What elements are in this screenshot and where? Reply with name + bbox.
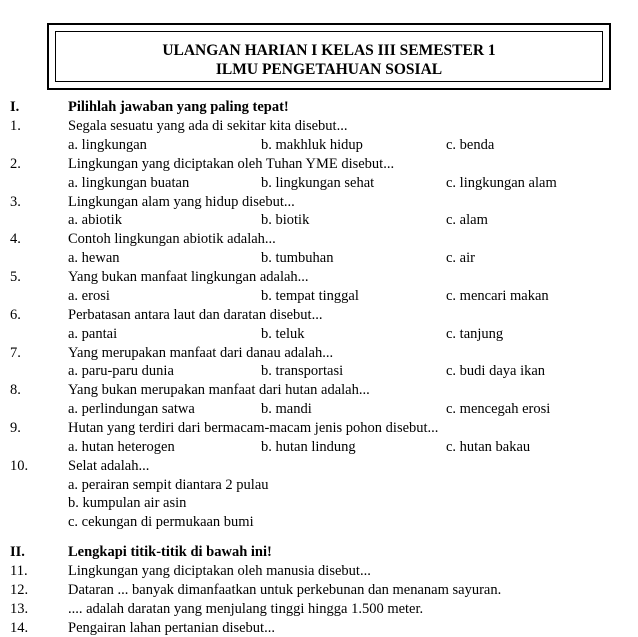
question-text: .... adalah daratan yang menjulang tinggi hingga 1.500 meter. xyxy=(68,601,424,617)
section2-number: II. xyxy=(10,544,25,560)
option-c: c. air xyxy=(446,250,475,266)
question-text: Yang bukan merupakan manfaat dari hutan adalah... xyxy=(68,382,370,398)
title-inner-frame xyxy=(55,31,603,82)
option-a: a. perairan sempit diantara 2 pulau xyxy=(68,477,269,493)
option-c: c. mencegah erosi xyxy=(446,401,551,417)
question-text: Segala sesuatu yang ada di sekitar kita disebut... xyxy=(68,118,348,134)
option-c: c. budi daya ikan xyxy=(446,363,546,379)
question-text: Yang merupakan manfaat dari danau adalah... xyxy=(68,345,334,361)
option-b: b. transportasi xyxy=(261,363,344,379)
option-a: a. lingkungan xyxy=(68,137,147,153)
option-a: a. hewan xyxy=(68,250,120,266)
section2-title: Lengkapi titik-titik di bawah ini! xyxy=(68,544,272,560)
option-b: b. lingkungan sehat xyxy=(261,175,375,191)
option-a: a. abiotik xyxy=(68,212,122,228)
option-a: a. erosi xyxy=(68,288,110,304)
option-a: a. paru-paru dunia xyxy=(68,363,174,379)
section1-title: Pilihlah jawaban yang paling tepat! xyxy=(68,99,289,115)
question-number: 3. xyxy=(10,194,21,210)
question-text: Contoh lingkungan abiotik adalah... xyxy=(68,231,276,247)
option-a: a. pantai xyxy=(68,326,118,342)
question-text: Pengairan lahan pertanian disebut... xyxy=(68,620,275,636)
option-b: b. tumbuhan xyxy=(261,250,334,266)
question-text: Selat adalah... xyxy=(68,458,150,474)
question-number: 7. xyxy=(10,345,21,361)
question-text: Yang bukan manfaat lingkungan adalah... xyxy=(68,269,309,285)
option-b: b. makhluk hidup xyxy=(261,137,363,153)
option-c: c. benda xyxy=(446,137,495,153)
section1-number: I. xyxy=(10,99,20,115)
option-c: c. tanjung xyxy=(446,326,504,342)
question-text: Lingkungan alam yang hidup disebut... xyxy=(68,194,295,210)
option-b: b. hutan lindung xyxy=(261,439,356,455)
question-number: 11. xyxy=(10,563,28,579)
question-number: 2. xyxy=(10,156,21,172)
question-number: 6. xyxy=(10,307,21,323)
question-number: 9. xyxy=(10,420,21,436)
question-text: Lingkungan yang diciptakan oleh manusia disebut... xyxy=(68,563,371,579)
option-b: b. kumpulan air asin xyxy=(68,495,187,511)
option-b: b. tempat tinggal xyxy=(261,288,359,304)
option-b: b. biotik xyxy=(261,212,310,228)
option-c: c. mencari makan xyxy=(446,288,549,304)
option-c: c. hutan bakau xyxy=(446,439,531,455)
option-c: c. alam xyxy=(446,212,488,228)
question-number: 8. xyxy=(10,382,21,398)
option-b: b. mandi xyxy=(261,401,312,417)
question-number: 1. xyxy=(10,118,21,134)
question-text: Lingkungan yang diciptakan oleh Tuhan YME disebut... xyxy=(68,156,395,172)
option-a: a. hutan heterogen xyxy=(68,439,175,455)
option-a: a. perlindungan satwa xyxy=(68,401,195,417)
question-text: Perbatasan antara laut dan daratan disebut... xyxy=(68,307,323,323)
question-number: 10. xyxy=(10,458,29,474)
question-text: Hutan yang terdiri dari bermacam-macam jenis pohon disebut... xyxy=(68,420,439,436)
question-number: 5. xyxy=(10,269,21,285)
title-box xyxy=(47,23,611,90)
question-number: 13. xyxy=(10,601,29,617)
option-a: a. lingkungan buatan xyxy=(68,175,190,191)
exam-title: ULANGAN HARIAN I KELAS III SEMESTER 1 xyxy=(162,42,496,59)
question-number: 12. xyxy=(10,582,29,598)
question-number: 4. xyxy=(10,231,21,247)
option-c: c. cekungan di permukaan bumi xyxy=(68,514,254,530)
question-text: Dataran ... banyak dimanfaatkan untuk perkebunan dan menanam sayuran. xyxy=(68,582,502,598)
option-b: b. teluk xyxy=(261,326,305,342)
option-c: c. lingkungan alam xyxy=(446,175,557,191)
subject-title: ILMU PENGETAHUAN SOSIAL xyxy=(215,61,443,78)
question-number: 14. xyxy=(10,620,29,636)
